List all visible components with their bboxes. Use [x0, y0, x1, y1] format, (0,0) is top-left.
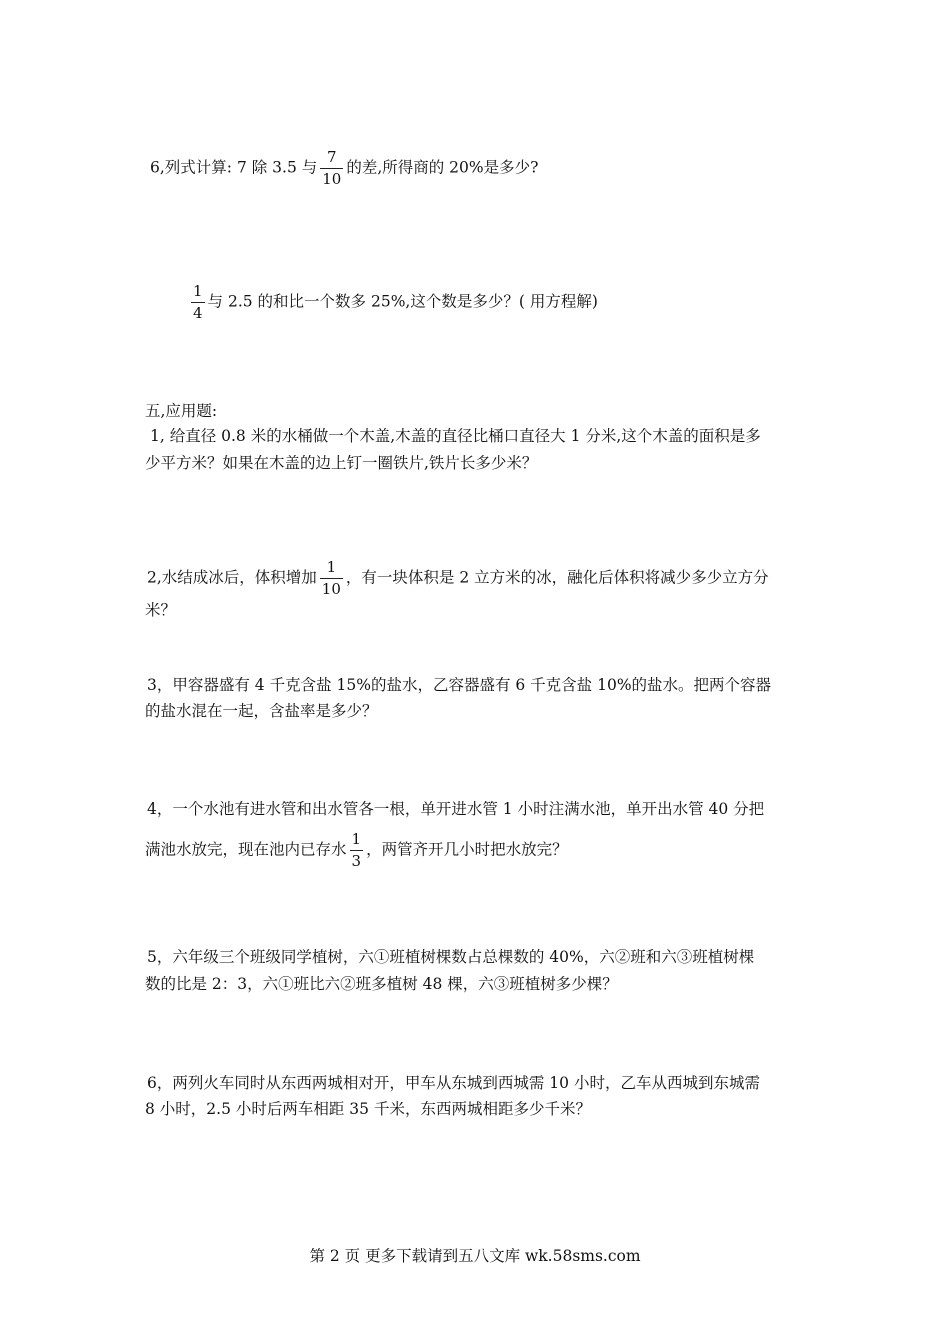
- question-text: 的差,所得商的 20%是多少?: [346, 158, 539, 177]
- problem-text: 满池水放完，现在池内已存水: [145, 840, 347, 859]
- problem-2-line-2: 米？: [145, 601, 177, 619]
- problem-1-line-2: 少平方米？如果在木盖的边上钉一圈铁片,铁片长多少米？: [145, 454, 538, 472]
- problem-5-line-1: 5，六年级三个班级同学植树，六①班植树棵数占总棵数的 40%，六②班和六③班植树棵: [147, 948, 755, 966]
- problem-4-line-1: 4，一个水池有进水管和出水管各一根，单开进水管 1 小时注满水池，单开出水管 40 分把: [147, 800, 765, 818]
- problem-6-line-2: 8 小时，2.5 小时后两车相距 35 千米，东西两城相距多少千米？: [145, 1100, 591, 1118]
- question-text: 与 2.5 的和比一个数多 25%,这个数是多少？( 用方程解): [207, 292, 598, 311]
- fraction: $\frac{7}{10}$: [322, 148, 342, 188]
- problem-text: ，两管齐开几小时把水放完？: [366, 840, 568, 859]
- problem-text: ，有一块体积是 2 立方米的冰，融化后体积将减少多少立方分: [345, 568, 769, 587]
- problem-6-line-1: 6，两列火车同时从东西两城相对开，甲车从东城到西城需 10 小时，乙车从西城到东城需: [147, 1074, 760, 1092]
- problem-3-line-1: 3，甲容器盛有 4 千克含盐 15%的盐水，乙容器盛有 6 千克含盐 10%的盐水。把两个容器: [147, 676, 772, 694]
- problem-3-line-2: 的盐水混在一起，含盐率是多少？: [145, 702, 378, 720]
- section-heading: 五,应用题:: [145, 402, 218, 420]
- question-4-6: [150, 150, 538, 187]
- problem-4-line-2: [145, 832, 568, 869]
- problem-text: 2,水结成冰后，体积增加: [147, 568, 317, 587]
- problem-1-line-1: 1, 给直径 0.8 米的水桶做一个木盖,木盖的直径比桶口直径大 1 分米,这个木盖的面积是多: [150, 427, 761, 445]
- question-text: 6,列式计算: 7 除 3.5 与: [150, 158, 318, 177]
- fraction: $\frac{1}{4}$: [193, 282, 203, 322]
- page-footer: 第 2 页 更多下载请到五八文库 wk.58sms.com: [309, 1247, 641, 1265]
- question-4-7: [188, 284, 598, 321]
- fraction: $\frac{1}{10}$: [321, 558, 341, 598]
- problem-5-line-2: 数的比是 2：3，六①班比六②班多植树 48 棵，六③班植树多少棵？: [145, 975, 618, 993]
- problem-2-line-1: [147, 560, 769, 597]
- fraction: $\frac{1}{3}$: [351, 830, 362, 870]
